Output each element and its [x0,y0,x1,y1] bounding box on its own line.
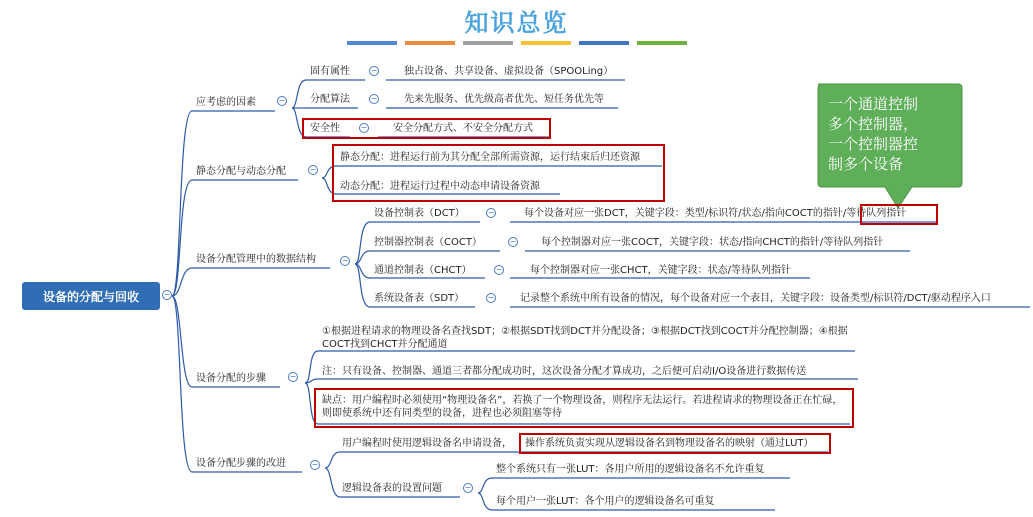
node-factors[interactable]: 应考虑的因素 [196,97,256,108]
node-allocation-algorithm-detail: 先来先服务、优先级高者优先、短任务优先等 [404,94,604,105]
node-lut-system: 整个系统只有一张LUT：各用户所用的逻辑设备名不允许重复 [496,464,765,475]
highlight-box [519,433,831,454]
callout-line-1: 一个通道控制 [828,95,919,113]
node-logical-device-name: 用户编程时使用逻辑设备名申请设备， [342,438,512,449]
node-allocation-algorithm[interactable]: 分配算法 [310,94,350,105]
collapse-icon[interactable]: − [278,96,286,105]
root-node[interactable]: 设备的分配与回收 [22,282,160,310]
node-improve[interactable]: 设备分配步骤的改进 [196,458,286,469]
node-coct[interactable]: 控制器控制表（COCT） [374,237,482,248]
callout-line-4: 制多个设备 [828,155,904,173]
collapse-icon[interactable]: − [487,208,495,217]
node-steps-sequence: ①根据进程请求的物理设备名查找SDT；②根据SDT找到DCT并分配设备；③根据DCT找到COCT并分配控制器；④根据COCT找到CHCT并分配通道 [322,326,848,350]
page-title: 知识总览 [464,9,569,37]
collapse-icon[interactable]: − [509,237,517,246]
node-dct[interactable]: 设备控制表（DCT） [374,208,465,219]
node-lut-setup[interactable]: 逻辑设备表的设置问题 [342,483,442,494]
collapse-icon[interactable]: − [487,293,495,302]
collapse-icon[interactable]: − [309,165,317,174]
callout-line-2: 多个控制器， [828,115,919,133]
node-chct[interactable]: 通道控制表（CHCT） [374,265,472,276]
collapse-icon[interactable]: − [370,66,378,75]
collapse-icon[interactable]: − [360,123,368,132]
highlight-box [314,388,854,428]
node-static-allocation: 静态分配：进程运行前为其分配全部所需资源，运行结束后归还资源 [340,152,640,163]
collapse-icon[interactable]: − [311,460,319,469]
node-chct-detail: 每个控制器对应一张CHCT，关键字段：状态/等待队列指针 [530,265,791,276]
node-safety-detail: 安全分配方式、不安全分配方式 [393,123,533,134]
node-inherent-property-detail: 独占设备、共享设备、虚拟设备（SPOOLing） [404,66,614,77]
node-sdt[interactable]: 系统设备表（SDT） [374,293,465,304]
node-lut-per-user: 每个用户一张LUT：各个用户的逻辑设备名可重复 [496,496,715,507]
highlight-box [860,204,938,225]
node-sdt-detail: 记录整个系统中所有设备的情况，每个设备对应一个表目，关键字段：设备类型/标识符/DCT/驱动程序入口 [520,293,991,304]
node-lut-mapping: 操作系统负责实现从逻辑设备名到物理设备名的映射（通过LUT） [525,438,814,449]
collapse-icon[interactable]: − [289,372,297,381]
callout-text [828,94,946,174]
node-dynamic-allocation: 动态分配：进程运行过程中动态申请设备资源 [340,181,540,192]
node-steps[interactable]: 设备分配的步骤 [196,373,266,384]
collapse-icon[interactable]: − [370,94,378,103]
node-dct-detail: 每个设备对应一张DCT，关键字段：类型/标识符/状态/指向COCT的指针/等待队列指针 [524,208,907,219]
node-safety[interactable]: 安全性 [310,123,340,134]
node-coct-detail: 每个控制器对应一张COCT，关键字段：状态/指向CHCT的指针/等待队列指针 [541,237,884,248]
highlight-box [332,144,665,202]
node-static-dynamic[interactable]: 静态分配与动态分配 [196,166,286,177]
collapse-icon[interactable]: − [464,483,472,492]
node-data-structures[interactable]: 设备分配管理中的数据结构 [196,254,316,265]
highlight-box [302,118,551,139]
node-inherent-property[interactable]: 固有属性 [310,66,350,77]
collapse-icon[interactable]: − [341,256,349,265]
collapse-icon[interactable]: − [495,265,503,274]
collapse-icon[interactable]: − [163,290,171,299]
callout-line-3: 一个控制器控 [828,135,919,153]
node-steps-note: 注：只有设备、控制器、通道三者都分配成功时，这次设备分配才算成功，之后便可启动I/O设备进行数据传送 [322,366,807,377]
node-steps-drawback: 缺点：用户编程时必须使用“物理设备名”，若换了一个物理设备，则程序无法运行。若进程请求的物理设备正在忙碌，则即使系统中还有同类型的设备，进程也必须阻塞等待 [322,395,843,419]
